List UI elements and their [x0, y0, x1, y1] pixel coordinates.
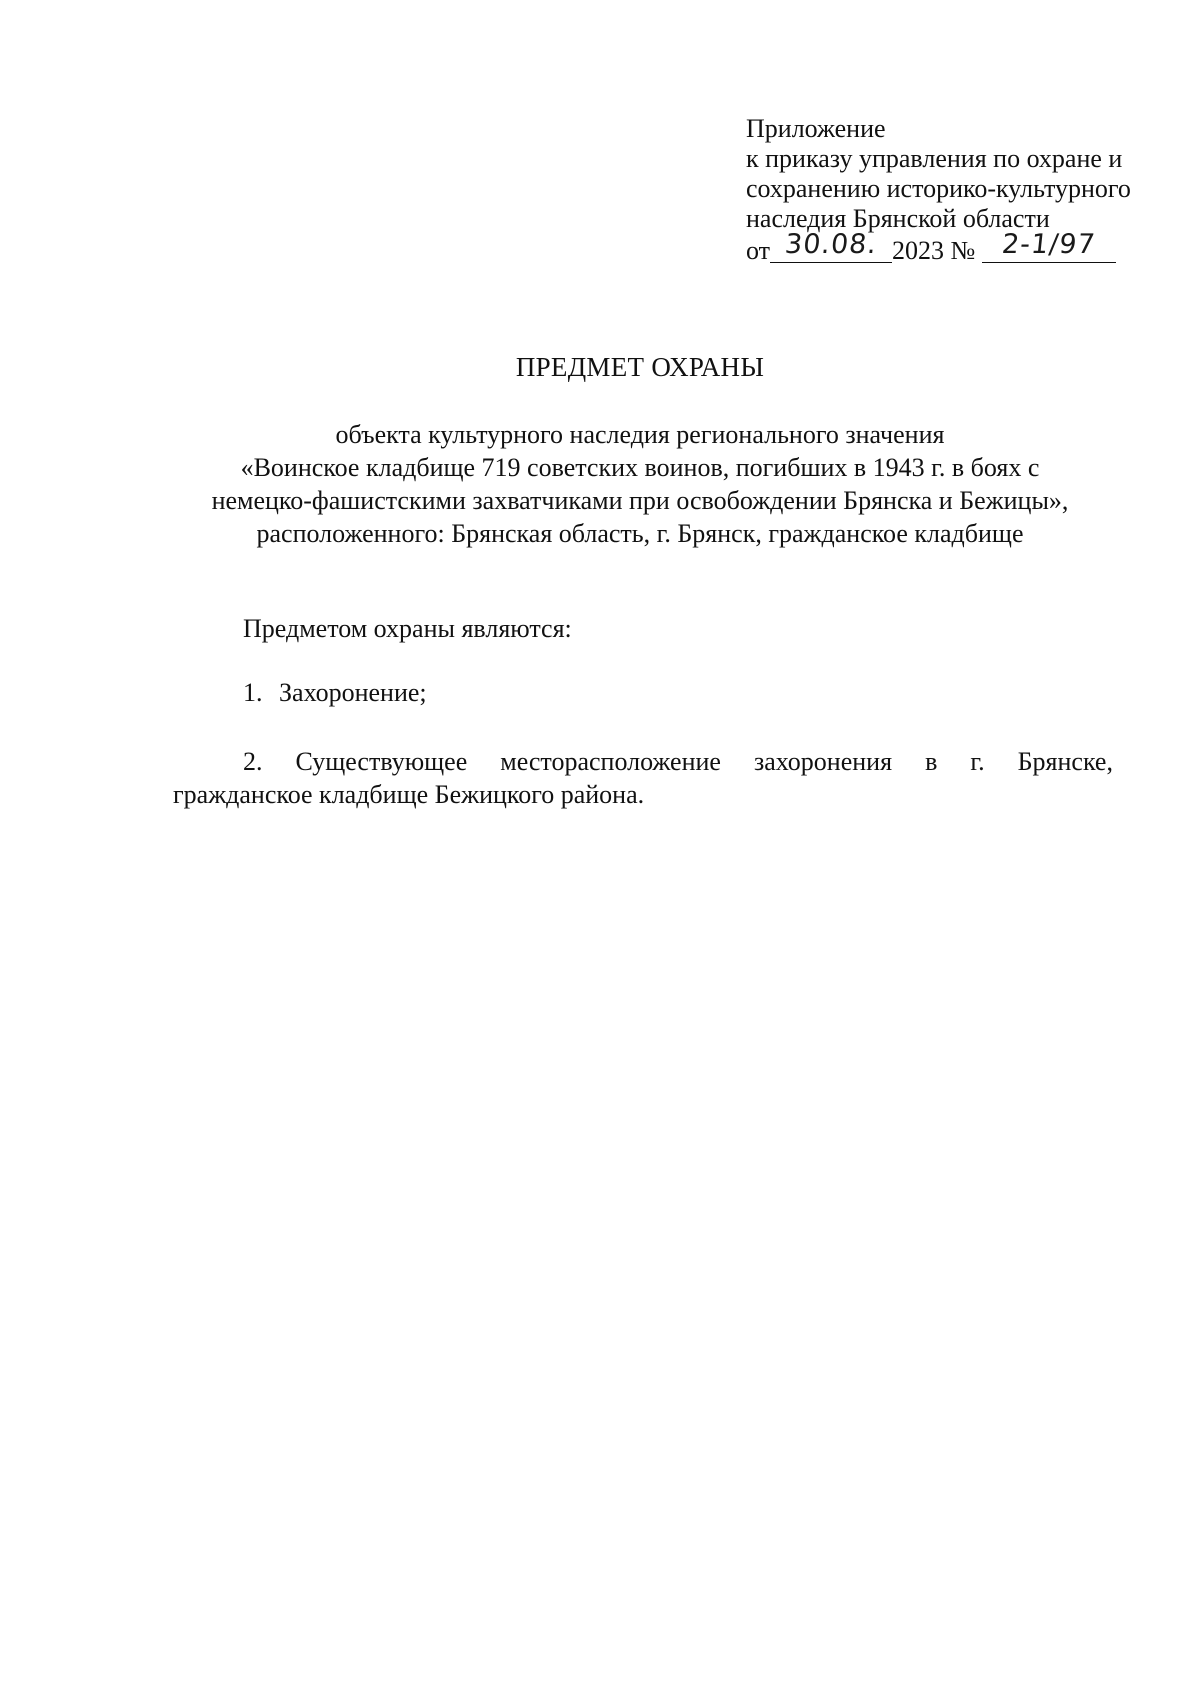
item-word: захоронения: [753, 747, 893, 776]
item-continuation: гражданское кладбище Бежицкого района.: [173, 780, 645, 809]
subtitle-line: немецко-фашистскими захватчиками при освобождении Брянска и Бежицы»,: [211, 486, 1069, 515]
appendix-line: к приказу управления по охране и: [746, 144, 1123, 173]
year-text: 2023 №: [892, 236, 976, 265]
date-prefix: от: [746, 236, 771, 265]
item-text: Захоронение;: [279, 678, 427, 707]
document-title: ПРЕДМЕТ ОХРАНЫ: [515, 352, 765, 382]
item-word: в: [925, 747, 938, 776]
handwritten-date: 30.08.: [783, 229, 879, 260]
item-word: месторасположение: [500, 747, 721, 776]
list-item: [243, 678, 427, 708]
subtitle-line: «Воинское кладбище 719 советских воинов, погибших в 1943 г. в боях с: [240, 453, 1040, 482]
item-number: 2.: [243, 747, 263, 776]
handwritten-number: 2-1/97: [1000, 229, 1098, 260]
list-item: [173, 745, 1113, 811]
subtitle-line: расположенного: Брянская область, г. Брянск, гражданское кладбище: [256, 519, 1024, 548]
number-blank: [982, 229, 1116, 263]
item-number: 1.: [243, 678, 263, 707]
subtitle-line: объекта культурного наследия регионального значения: [335, 420, 945, 449]
appendix-line: сохранению историко-культурного: [746, 174, 1131, 203]
appendix-line: наследия Брянской области: [746, 204, 1050, 233]
item-word: Брянске,: [1017, 747, 1113, 776]
document-subtitle: [0, 418, 1200, 550]
lead-paragraph: Предметом охраны являются:: [243, 614, 572, 643]
appendix-heading: Приложение: [746, 114, 886, 143]
item-word: Существующее: [295, 747, 468, 776]
date-blank: [770, 229, 892, 263]
item-word: г.: [970, 747, 985, 776]
order-date-number-line: [746, 229, 1166, 266]
appendix-block: [746, 114, 1166, 266]
item-first-line: [173, 745, 1113, 778]
